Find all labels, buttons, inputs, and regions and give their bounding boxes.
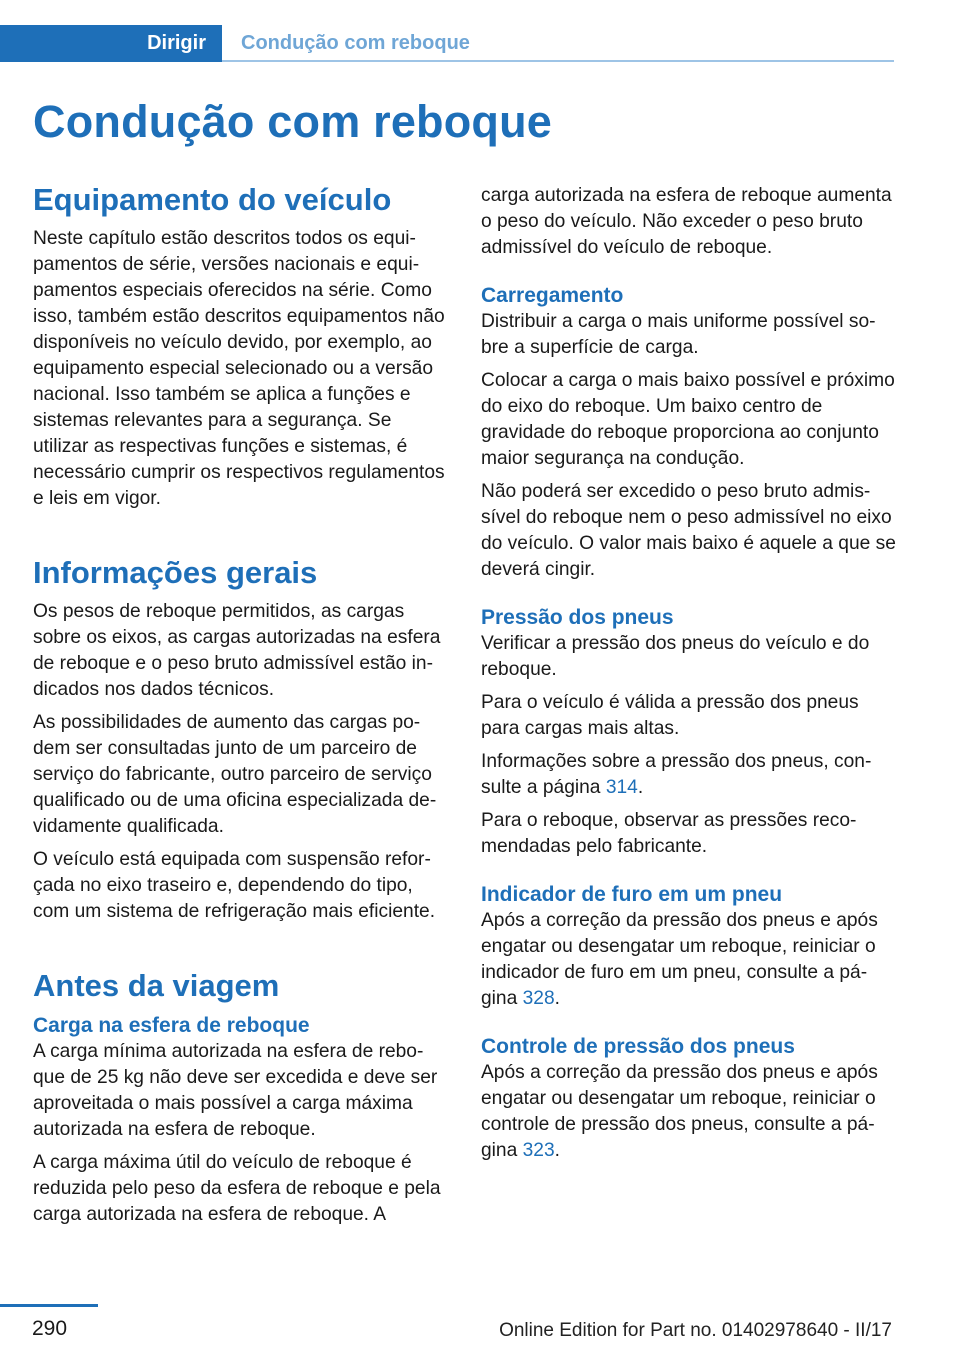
paragraph — [481, 749, 896, 801]
subheading-controle-pressao: Controle de pressão dos pneus — [481, 1035, 795, 1058]
page-link-314[interactable]: 314 — [605, 777, 638, 798]
heading-informacoes-gerais: Informações gerais — [33, 555, 318, 590]
page-link-328[interactable]: 328 — [522, 988, 555, 1009]
subheading-carga-esfera: Carga na esfera de reboque — [33, 1014, 310, 1037]
paragraph: Os pesos de reboque permitidos, as cargas sobre os eixos, as cargas autorizadas na esfera de reboque e o peso bruto admissível estão indicados nos dados técnicos. — [33, 601, 441, 700]
text: . — [554, 1140, 560, 1161]
section-tab[interactable]: Dirigir — [0, 25, 222, 62]
text: Informações sobre a pressão dos pneus, consulte a página — [481, 751, 872, 798]
text: . — [637, 777, 644, 798]
paragraph: O veículo está equipada com suspensão reforçada no eixo traseiro e, dependendo do tipo, com um sistema de refrigeração mais eficiente. — [33, 849, 436, 922]
paragraph: Colocar a carga o mais baixo possível e próximo do eixo do reboque. Um baixo centro de gravidade do reboque proporciona ao conjunto maior segurança na condução. — [481, 370, 895, 469]
edition-note: Online Edition for Part no. 01402978640 - II/17 — [499, 1320, 892, 1341]
heading-equipamento: Equipamento do veículo — [33, 182, 392, 217]
text: Após a correção da pressão dos pneus e após engatar ou desengatar um reboque, reiniciar o indicador de furo em um pneu, consulte a página — [481, 910, 878, 1009]
paragraph: Não poderá ser excedido o peso bruto admissível do reboque nem o peso admissível no eixo do veículo. O valor mais baixo é aquele a que se deverá cingir. — [481, 481, 896, 580]
paragraph: Verificar a pressão dos pneus do veículo e do reboque. — [481, 633, 870, 680]
paragraph: Distribuir a carga o mais uniforme possível sobre a superfície de carga. — [481, 311, 876, 358]
paragraph: Neste capítulo estão descritos todos os equipamentos de série, versões nacionais e equipamentos especiais oferecidos na série. Como isso, também estão descritos equipamentos não disponíveis no veículo devido, por exemplo, ao equipamento especial selecionado ou a versão nacional. Isso também se aplica a funções e sistemas relevantes para a segurança. Se utilizar as respectivas funções e sistemas, é necessário cumprir os respectivos regulamentos e leis em vigor. — [33, 228, 445, 509]
page-number: 290 — [32, 1317, 68, 1340]
paragraph: As possibilidades de aumento das cargas podem ser consultadas junto de um parceiro de serviço do fabricante, outro parceiro de serviço qualificado ou de uma oficina especializada devidamente qualificada. — [33, 712, 437, 837]
text: Após a correção da pressão dos pneus e após engatar ou desengatar um reboque, reiniciar o controle de pressão dos pneus, consulte a página — [481, 1062, 878, 1161]
paragraph — [481, 908, 896, 1012]
right-column — [481, 183, 896, 1171]
page-title: Condução com reboque — [33, 96, 553, 147]
breadcrumb: Condução com reboque — [241, 32, 470, 54]
header-divider — [222, 60, 894, 62]
left-column — [33, 180, 448, 1235]
paragraph: Para o veículo é válida a pressão dos pneus para cargas mais altas. — [481, 692, 859, 739]
text: . — [554, 988, 560, 1009]
subheading-indicador-furo: Indicador de furo em um pneu — [481, 883, 783, 906]
paragraph: Para o reboque, observar as pressões recomendadas pelo fabricante. — [481, 810, 857, 857]
heading-antes-da-viagem: Antes da viagem — [33, 968, 280, 1003]
paragraph: A carga mínima autorizada na esfera de reboque de 25 kg não deve ser excedida e deve ser aproveitada o mais possível a carga máxima autorizada na esfera de reboque. — [33, 1041, 438, 1140]
page-link-323[interactable]: 323 — [522, 1140, 555, 1161]
subheading-pressao-pneus: Pressão dos pneus — [481, 606, 674, 629]
subheading-carregamento: Carregamento — [481, 284, 624, 307]
page-number-rule — [0, 1304, 98, 1307]
paragraph: carga autorizada na esfera de reboque aumenta o peso do veículo. Não exceder o peso bruto admissível do veículo de reboque. — [481, 185, 892, 258]
paragraph — [481, 1060, 896, 1164]
paragraph: A carga máxima útil do veículo de reboque é reduzida pelo peso da esfera de reboque e pela carga autorizada na esfera de reboque. A — [33, 1152, 441, 1225]
